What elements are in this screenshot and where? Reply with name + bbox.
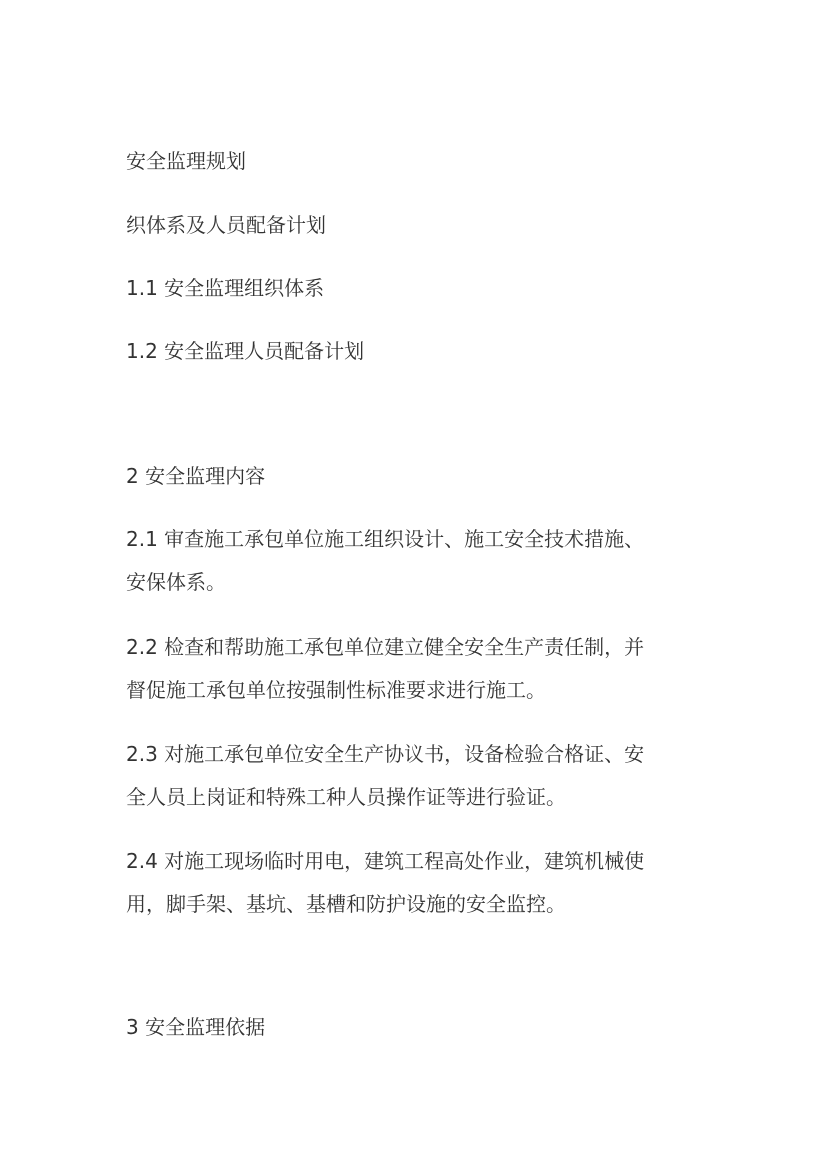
- section-2-3-line-1: [126, 739, 644, 770]
- section-2-heading: [126, 461, 265, 492]
- document-title: 安全监理规划: [126, 149, 246, 173]
- section-2-2-line-2: 督促施工承包单位按强制性标准要求进行施工。: [126, 678, 546, 702]
- section-1-2: [126, 336, 364, 367]
- section-2-1-line-1: [126, 524, 644, 555]
- document-subtitle: 织体系及人员配备计划: [126, 213, 326, 237]
- section-text: 安全监理组织体系: [164, 276, 325, 300]
- section-3-heading: [126, 1012, 265, 1043]
- section-number: 2: [126, 464, 139, 488]
- section-number: 2.2: [126, 635, 158, 659]
- section-2-4-line-1: [126, 846, 644, 877]
- section-2-1-line-2: 安保体系。: [126, 570, 226, 594]
- section-number: 2.4: [126, 849, 158, 873]
- section-text: 对施工现场临时用电，建筑工程高处作业，建筑机械使: [164, 849, 645, 873]
- section-text: 安全监理依据: [145, 1015, 266, 1039]
- section-number: 1.1: [126, 276, 158, 300]
- section-text: 检查和帮助施工承包单位建立健全安全生产责任制，并: [164, 635, 645, 659]
- section-2-2-line-1: [126, 632, 644, 663]
- section-number: 2.1: [126, 527, 158, 551]
- section-1-1: [126, 273, 324, 304]
- section-number: 1.2: [126, 339, 158, 363]
- section-text: 安全监理内容: [145, 464, 266, 488]
- section-number: 3: [126, 1015, 139, 1039]
- section-text: 安全监理人员配备计划: [164, 339, 365, 363]
- section-number: 2.3: [126, 742, 158, 766]
- section-2-4-line-2: 用，脚手架、基坑、基槽和防护设施的安全监控。: [126, 892, 566, 916]
- section-text: 审查施工承包单位施工组织设计、施工安全技术措施、: [164, 527, 645, 551]
- section-text: 对施工承包单位安全生产协议书，设备检验合格证、安: [164, 742, 645, 766]
- section-2-3-line-2: 全人员上岗证和特殊工种人员操作证等进行验证。: [126, 785, 566, 809]
